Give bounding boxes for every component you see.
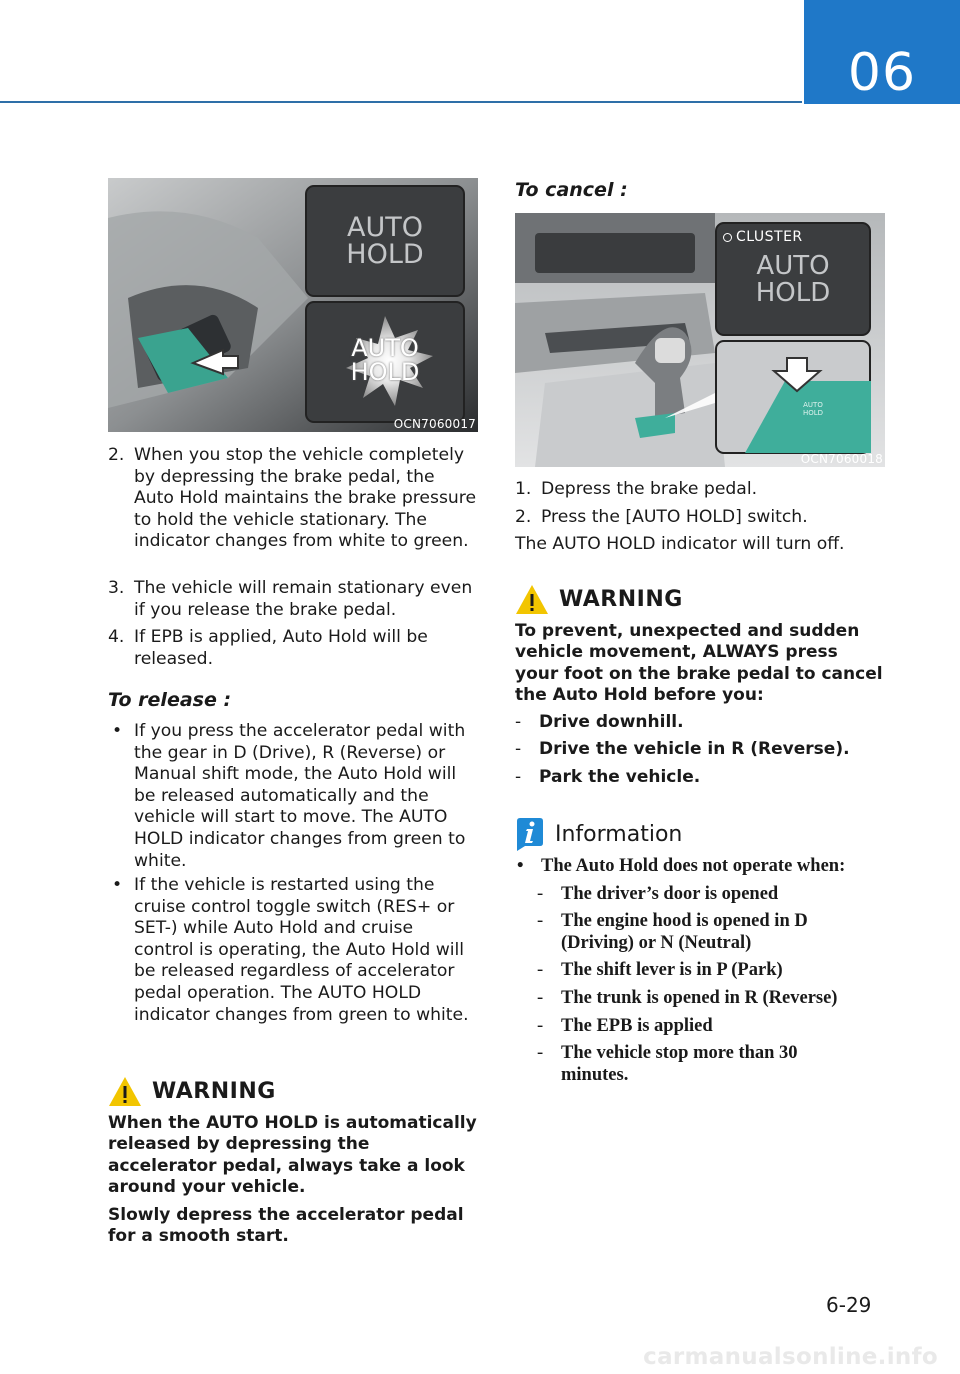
auto-hold-indicator-off: AUTO HOLD (346, 212, 424, 270)
cluster-label: CLUSTER (723, 229, 803, 245)
dash-marker: - (515, 767, 522, 787)
dash-marker: - (537, 988, 544, 1008)
figure-auto-hold-switch (515, 213, 885, 467)
auto-hold-indicator-on: AUTO HOLD (350, 334, 420, 386)
figure-auto-hold-pedal (108, 178, 478, 432)
step-text: If EPB is applied, Auto Hold will be released. (134, 627, 428, 669)
step-number: 3. (108, 578, 125, 598)
bullet-dot: • (112, 721, 123, 741)
step-number: 4. (108, 627, 125, 647)
warning-paragraph: When the AUTO HOLD is automatically released by depressing the accelerator pedal, always take a look around your vehicle. (108, 1113, 477, 1198)
bullet-text: If you press the accelerator pedal with the gear in D (Drive), R (Reverse) or Manual shift mode, the Auto Hold will be released automatically and the vehicle will start to move. The AUTO HOLD indicator changes from green to white. (134, 721, 466, 871)
information-item: The driver’s door is opened (561, 884, 779, 904)
dash-marker: - (537, 884, 544, 904)
list-item (108, 445, 478, 553)
dash-marker: - (537, 960, 544, 980)
dash-marker: - (515, 739, 522, 759)
warning-paragraph: Slowly depress the accelerator pedal for a smooth start. (108, 1204, 464, 1247)
chapter-number: 06 (847, 43, 917, 103)
info-icon (515, 817, 545, 851)
step-text: Depress the brake pedal. (541, 479, 758, 499)
bullet-dot: • (517, 856, 524, 876)
warning-heading (515, 584, 683, 615)
header-rule (0, 101, 802, 103)
step-number: 2. (515, 507, 532, 527)
auto-hold-cluster-indicator: AUTO HOLD (755, 251, 831, 308)
information-bullet: The Auto Hold does not operate when: (541, 856, 846, 876)
warning-intro: To prevent, unexpected and sudden vehicle movement, ALWAYS press your foot on the brake pedal to cancel the Auto Hold before you: (515, 621, 883, 706)
information-heading (515, 817, 682, 851)
information-title: Information (555, 821, 683, 847)
warning-text (515, 621, 885, 707)
warning-heading (108, 1076, 276, 1107)
after-steps-text: The AUTO HOLD indicator will turn off. (515, 534, 845, 554)
information-item: The vehicle stop more than 30 minutes. (561, 1043, 798, 1085)
figure-code: OCN7060018 (800, 452, 883, 466)
cancel-heading: To cancel : (515, 179, 628, 201)
warning-item: Park the vehicle. (539, 767, 701, 787)
chapter-tab (804, 0, 960, 104)
warning-title: WARNING (559, 587, 683, 612)
warning-title: WARNING (152, 1079, 276, 1104)
step-number: 2. (108, 445, 125, 465)
bullet-circle-icon (723, 233, 732, 242)
warning-icon (515, 584, 549, 615)
dash-marker: - (515, 712, 522, 732)
information-item: The shift lever is in P (Park) (561, 960, 783, 980)
information-item: The EPB is applied (561, 1016, 713, 1036)
warning-item: Drive the vehicle in R (Reverse). (539, 739, 850, 759)
bullet-dot: • (112, 875, 123, 895)
step-number: 1. (515, 479, 532, 499)
warning-item: Drive downhill. (539, 712, 684, 732)
dash-marker: - (537, 911, 544, 931)
dash-marker: - (537, 1043, 544, 1063)
step-text: Press the [AUTO HOLD] switch. (541, 507, 808, 527)
page-number: 6-29 (826, 1293, 872, 1317)
watermark-text[interactable]: carmanualsonline.info (643, 1344, 938, 1370)
watermark-bar (0, 1340, 960, 1374)
release-heading: To release : (108, 689, 232, 711)
figure-code: OCN7060017 (393, 417, 476, 431)
dash-marker: - (537, 1016, 544, 1036)
step-text: When you stop the vehicle completely by depressing the brake pedal, the Auto Hold maintains the brake pressure to hold the vehicle stationary. The indicator changes from white to green. (134, 445, 477, 552)
bullet-text: If the vehicle is restarted using the cruise control toggle switch (RES+ or SET-) while Auto Hold and cruise control is operating, the Auto Hold will be released regardless of accelerator pedal operation. The AUTO HOLD indicator changes from green to white. (134, 875, 469, 1025)
auto-hold-button-label: AUTO HOLD (802, 401, 824, 417)
warning-text (108, 1113, 478, 1247)
warning-icon (108, 1076, 142, 1107)
information-item: The trunk is opened in R (Reverse) (561, 988, 838, 1008)
step-text: The vehicle will remain stationary even if you release the brake pedal. (134, 578, 473, 620)
information-item: The engine hood is opened in D (Driving) or N (Neutral) (561, 911, 808, 953)
